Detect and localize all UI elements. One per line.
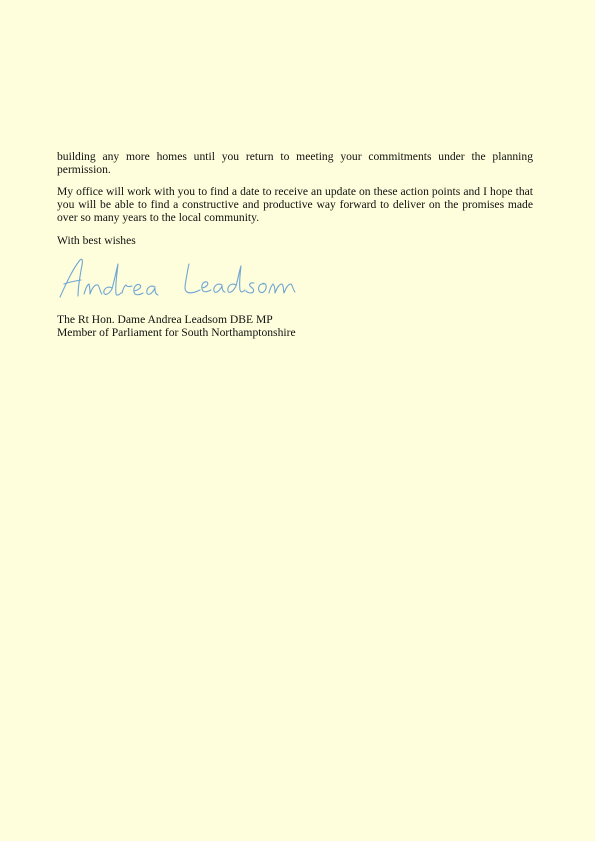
body-paragraph-1: building any more homes until you return to meeting your commitments under the planning permission. (57, 150, 533, 176)
signature-block (57, 314, 296, 339)
signatory-name: The Rt Hon. Dame Andrea Leadsom DBE MP (57, 313, 273, 326)
body-paragraph-2: My office will work with you to find a date to receive an update on these action points and I hope that you will be able to find a constructive and productive way forward to deliver on the promises made over so many years to the local community. (57, 185, 533, 224)
signatory-role: Member of Parliament for South Northamptonshire (57, 325, 296, 339)
handwritten-signature (56, 252, 300, 306)
closing-line: With best wishes (57, 234, 136, 247)
